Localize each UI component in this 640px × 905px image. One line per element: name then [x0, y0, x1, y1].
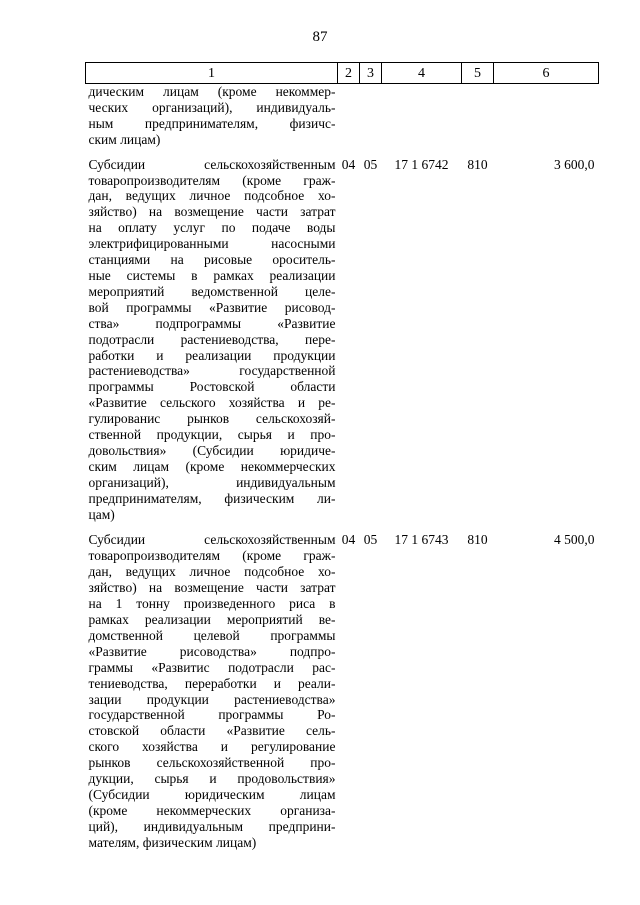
- description-line: станциями на рисовые ороситель-: [88, 252, 336, 268]
- description-line: Субсидии сельскохозяйственным: [88, 532, 336, 548]
- description-line: тениеводства, переработки и реали-: [88, 675, 336, 691]
- row-description: [86, 157, 338, 533]
- description-line: подотрасли растениеводства, пере-: [88, 331, 336, 347]
- header-col-3: 3: [360, 63, 382, 84]
- description-line: зяйство) на возмещение части затрат: [88, 580, 336, 596]
- budget-table: [85, 62, 599, 851]
- description-line: организаций), индивидуальным: [88, 474, 336, 490]
- description-line: товаропроизводителям (кроме граж-: [88, 172, 336, 188]
- description-line: ные системы в рамках реализации: [88, 267, 336, 283]
- description-line: ческих организаций), индивидуаль-: [88, 99, 336, 115]
- table-body: [86, 84, 599, 851]
- description-line: «Развитие сельского хозяйства и ре-: [88, 395, 336, 411]
- description-line: (Субсидии юридическим лицам: [88, 786, 336, 802]
- description-line: растениеводства» государственной: [88, 363, 336, 379]
- description-line: дан, ведущих личное подсобное хо-: [88, 188, 336, 204]
- description-line: цам): [88, 506, 115, 522]
- row-subsection: 05: [363, 156, 378, 172]
- description-line: ства» подпрограммы «Развитие: [88, 315, 336, 331]
- description-line: (кроме некоммерческих организа-: [88, 802, 336, 818]
- table-header: [86, 63, 599, 84]
- description-line: граммы «Развитис подотрасли рас-: [88, 659, 336, 675]
- description-line: рамках реализации мероприятий ве-: [88, 612, 336, 627]
- header-col-5: 5: [462, 63, 494, 84]
- header-col-4: 4: [382, 63, 462, 84]
- description-line: вой программы «Развитие рисовод-: [88, 299, 336, 315]
- description-line: зяйство) на возмещение части затрат: [88, 204, 336, 220]
- description-line: мателям, физическим лицам): [88, 834, 257, 850]
- row-expense-type: 810: [467, 532, 488, 548]
- description-line: предпринимателям, физическим ли-: [88, 490, 336, 506]
- description-line: ций), индивидуальным предприни-: [88, 818, 336, 834]
- row-subsection: [360, 84, 382, 157]
- row-expense-type: 810: [467, 156, 488, 172]
- description-line: дукции, сырья и продовольствия»: [88, 771, 336, 787]
- description-line: на 1 тонну произведенного риса в: [88, 596, 336, 612]
- description-line: стовской области «Развитие сель-: [88, 723, 336, 739]
- row-section: 04: [341, 156, 356, 172]
- row-target-code: 17 1 6742: [394, 156, 449, 172]
- header-col-1: 1: [86, 63, 338, 84]
- description-line: мероприятий ведомственной целе-: [88, 283, 336, 299]
- row-amount: 3 600,0: [554, 156, 595, 172]
- row-section: 04: [341, 532, 356, 548]
- description-line: рынков сельскохозяйственной про-: [88, 755, 336, 771]
- description-line: ским лицам): [88, 131, 161, 147]
- table-row: [86, 157, 599, 533]
- row-target-code: [382, 84, 462, 157]
- description-line: дическим лицам (кроме некоммер-: [88, 84, 336, 99]
- description-line: товаропроизводителям (кроме граж-: [88, 548, 336, 564]
- header-row: [86, 63, 599, 84]
- description-line: программы Ростовской области: [88, 379, 336, 395]
- table-row: [86, 532, 599, 850]
- description-line: ского хозяйства и регулирование: [88, 739, 336, 755]
- budget-table-container: [85, 62, 598, 851]
- description-line: гулированис рынков сельскохозяй-: [88, 411, 336, 427]
- description-line: работки и реализации продукции: [88, 347, 336, 363]
- row-section: [338, 84, 360, 157]
- description-line: электрифицированными насосными: [88, 236, 336, 252]
- description-line: довольствия» (Субсидии юридиче-: [88, 442, 336, 458]
- description-line: государственной программы Ро-: [88, 707, 336, 723]
- description-line: ственной продукции, сырья и про-: [88, 427, 336, 443]
- row-amount: [494, 84, 599, 157]
- table-row: [86, 84, 599, 157]
- row-subsection: 05: [363, 532, 378, 548]
- header-col-6: 6: [494, 63, 599, 84]
- header-col-2: 2: [338, 63, 360, 84]
- row-target-code: 17 1 6743: [394, 532, 449, 548]
- row-description: [86, 84, 338, 157]
- description-line: Субсидии сельскохозяйственным: [88, 156, 336, 172]
- description-line: «Развитие рисоводства» подпро-: [88, 643, 336, 659]
- description-line: ским лицам (кроме некоммерческих: [88, 458, 336, 474]
- description-line: на оплату услуг по подаче воды: [88, 220, 336, 236]
- row-description: [86, 532, 338, 850]
- row-expense-type: [462, 84, 494, 157]
- description-line: дан, ведущих личное подсобное хо-: [88, 564, 336, 580]
- description-line: домственной целевой программы: [88, 627, 336, 643]
- description-line: ным предпринимателям, физичс-: [88, 115, 336, 131]
- description-line: зации продукции растениеводства»: [88, 691, 336, 707]
- row-amount: 4 500,0: [554, 532, 595, 548]
- page-number: 87: [312, 29, 328, 45]
